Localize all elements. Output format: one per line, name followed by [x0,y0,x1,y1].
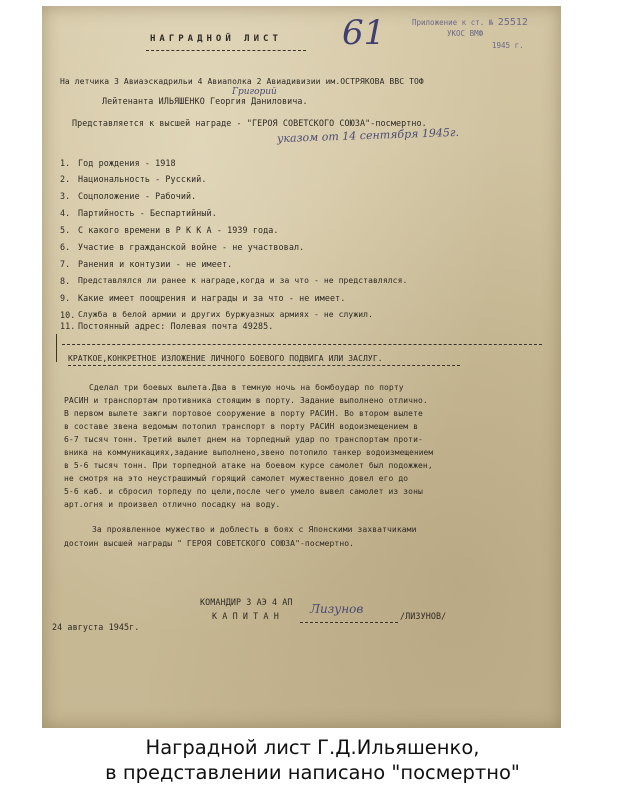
name-correction: Григорий [232,87,277,97]
printed-signature-name: /ЛИЗУНОВ/ [400,611,447,621]
body-line: не смотря на это неустрашимый горящий самолет мужественно довел его до [64,474,409,483]
handwritten-signature: Лизунов [310,602,364,616]
document-date: 24 августа 1945г. [52,622,140,632]
item-text: Национальность - Русский. [78,174,207,184]
conclusion-line: достоин высшей награды " ГЕРОЯ СОВЕТСКОГО СОЮЗА"-посмертно. [64,539,355,548]
item-text: Постоянный адрес: Полевая почта 49285. [78,321,274,331]
body-line: в составе звена ведомым потопил транспорт в порту РАСИН водоизмещением в [64,422,418,431]
item-num: 2. [60,174,71,184]
section-divider [62,344,542,345]
item-num: 1. [60,158,71,168]
item-text: Соцположение - Рабочий. [78,191,197,201]
item-text: Ранения и контузии - не имеет. [78,259,233,269]
margin-line [56,334,57,362]
item-num: 4. [60,208,71,218]
conclusion-line: За проявленное мужество и доблесть в боях с Японскими захватчиками [92,525,417,534]
decree-handwritten: указом от 14 сентября 1945г. [276,125,460,146]
body-line: арт.огня и произвел отлично посадку на воду. [64,500,281,509]
item-text: Партийность - Беспартийный. [78,208,217,218]
item-num: 6. [60,242,71,252]
item-num: 9. [60,293,71,303]
body-line: 5-6 каб. и сбросил торпеду по цели,после чего умело вывел самолет из зоны [64,487,423,496]
item-num: 10. [60,310,76,320]
stamp-number: 25512 [497,17,528,28]
sheet-number-handwritten: 61 [342,13,386,53]
stamp-line2: УКОС ВМФ [447,29,484,38]
item-num: 11. [60,321,76,331]
document-title: НАГРАДНОЙ ЛИСТ [150,34,282,44]
item-num: 7. [60,259,71,269]
body-line: 6-7 тысяч тонн. Третий вылет днем на торпедный удар по транспортам проти- [64,435,423,444]
item-num: 5. [60,225,71,235]
item-num: 3. [60,191,71,201]
signature-line [300,622,398,623]
item-text: Участие в гражданской войне - не участвовал. [78,242,305,252]
item-text: С какого времени в Р К К А - 1939 года. [78,225,279,235]
stamp-line1: Приложение к ст. № [412,18,494,27]
item-text: Представлялся ли ранее к награде,когда и за что - не представлялся. [78,276,408,285]
rank-name-line: Лейтенанта ИЛЬЯШЕНКО Георгия Даниловича. [102,96,308,106]
title-underline [146,50,306,51]
item-text: Год рождения - 1918 [78,158,176,168]
item-text: Какие имеет поощрения и награды и за что - не имеет. [78,293,346,303]
section-title-underline [68,365,460,366]
unit-line: На летчика 3 Авиаэскадрильи 4 Авиаполка 2 Авиадивизии им.ОСТРЯКОВА ВВС ТОФ [60,77,424,86]
commander-rank: К А П И Т А Н [212,611,279,621]
award-sheet-scan [42,6,561,728]
caption-line-2: в представлении написано "посмертно" [105,761,520,784]
body-line: РАСИН и транспортам противника стоящим в порту. Задание выполнено отлично. [64,396,428,405]
body-line: В первом вылете зажги портовое сооружение в порту РАСИН. Во втором вылете [64,409,423,418]
section-title: КРАТКОЕ,КОНКРЕТНОЕ ИЗЛОЖЕНИЕ ЛИЧНОГО БОЕВОГО ПОДВИГА ИЛИ ЗАСЛУГ. [68,354,383,363]
item-num: 8. [60,276,71,286]
body-line: Сделал три боевых вылета.Два в темную ночь на бомбоудар по порту [89,383,404,392]
caption-line-1: Наградной лист Г.Д.Ильяшенко, [145,736,480,759]
body-line: в 5-6 тысяч тонн. При торпедной атаке на боевом курсе самолет был подожжен, [64,461,433,470]
stamp-year: 1945 г. [492,41,524,50]
commander-title: КОМАНДИР 3 АЭ 4 АП [200,597,293,607]
nomination-line: Представляется к высшей награде - "ГЕРОЯ СОВЕТСКОГО СОЮЗА"-посмертно. [72,118,427,128]
item-text: Служба в белой армии и других буржуазных армиях - не служил. [78,310,373,319]
body-line: вника на коммуникациях,задание выполнено,звено потопило танкер водоизмещением [64,448,434,457]
archive-stamp [412,18,528,28]
